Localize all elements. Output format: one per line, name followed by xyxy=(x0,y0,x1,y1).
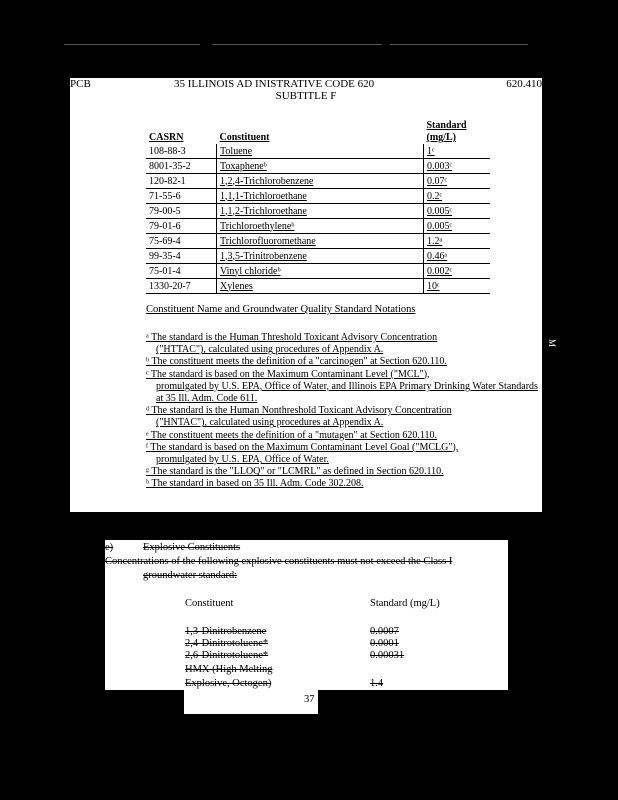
constituent-cell: 1,1,2-Trichloroethane xyxy=(217,204,424,219)
constituent-cell: 1,3,5-Trinitrobenzene xyxy=(217,249,424,264)
notes-list xyxy=(146,332,538,491)
standard-cell: 0.07ᶜ xyxy=(424,174,491,189)
standard-cell: 0.003ᶜ xyxy=(424,159,491,174)
explosive-constituent: 2,4-Dinitrotoluene* xyxy=(185,638,269,649)
casrn-cell: 99-35-4 xyxy=(146,249,217,264)
explosive-constituent: 1,3-Dinitrobenzene xyxy=(185,626,267,637)
note-text: The standard is the Human Threshold Toxicant Advisory Concentration xyxy=(151,332,438,343)
explosive-constituent: HMX (High Melting xyxy=(185,664,273,675)
table-row xyxy=(146,234,490,249)
col-header-casrn: CASRN xyxy=(149,132,184,143)
header-center: 35 ILLINOIS AD INISTRATIVE CODE 620 xyxy=(174,78,375,90)
casrn-cell: 120-82-1 xyxy=(146,174,217,189)
table-row xyxy=(146,174,490,189)
constituent-cell: Toluene xyxy=(217,144,424,159)
standard-cell: 0.46ᵃ xyxy=(424,249,491,264)
explosive-standard: 0.00031 xyxy=(370,650,405,661)
standards-table xyxy=(146,118,490,294)
note-item xyxy=(146,466,538,478)
note-mark: ᵉ xyxy=(146,429,149,441)
col-constituent: Constituent xyxy=(185,598,234,609)
page-number: 37 xyxy=(304,694,315,705)
table-row xyxy=(146,159,490,174)
table-row xyxy=(146,189,490,204)
note-mark: ᵃ xyxy=(146,332,149,343)
constituent-cell: Trichlorofluoromethane xyxy=(217,234,424,249)
note-text: The standard is the Human Nonthreshold Toxicant Advisory Concentration xyxy=(151,405,452,417)
section-intro: Concentrations of the following explosive constituents must not exceed the Class I xyxy=(105,556,453,567)
standard-cell: 0.005ᶜ xyxy=(424,204,491,219)
note-text: The standard is based on the Maximum Contaminant Level ("MCL"), xyxy=(150,368,430,380)
note-item xyxy=(146,430,538,442)
table-row xyxy=(146,279,490,294)
casrn-cell: 75-69-4 xyxy=(146,234,217,249)
col-standard: Standard (mg/L) xyxy=(370,598,440,609)
note-text-continued: promulgated by U.S. EPA, Office of Water. xyxy=(156,454,329,466)
top-rule-1 xyxy=(64,44,200,45)
page-footer xyxy=(184,690,318,714)
explosive-standard: 0.0007 xyxy=(370,626,399,637)
standard-cell: 10ᶜ xyxy=(424,279,491,294)
note-mark: ᵇ xyxy=(146,356,150,368)
explosive-constituent: Explosive, Octogen) xyxy=(185,678,272,689)
col-header-constituent: Constituent xyxy=(219,132,270,143)
note-item xyxy=(146,369,538,406)
side-mark: M xyxy=(547,338,558,348)
table-row xyxy=(146,249,490,264)
col-header-standard: Standard (mg/L) xyxy=(426,120,467,143)
explosive-standard: 0.0001 xyxy=(370,638,399,649)
table-row xyxy=(146,264,490,279)
explosive-constituent: 2,6-Dinitrotoluene* xyxy=(185,650,269,661)
section-title: Explosive Constituents xyxy=(143,542,241,553)
casrn-cell: 8001-35-2 xyxy=(146,159,217,174)
standard-cell: 0.2ᶜ xyxy=(424,189,491,204)
standard-cell: 1ᶜ xyxy=(424,144,491,159)
note-text-continued: ("HNTAC"), calculated using procedures at Appendix A. xyxy=(156,417,384,429)
constituent-cell: Vinyl chlorideᵇ xyxy=(217,264,424,279)
note-text: The standard is the "LLOQ" or "LCMRL" as defined in Section 620.110. xyxy=(151,466,444,478)
header-right: 620.410 xyxy=(506,78,542,90)
standard-cell: 1.2ᵃ xyxy=(424,234,491,249)
subtitle: SUBTITLE F xyxy=(275,90,337,102)
notes-title: Constituent Name and Groundwater Quality Standard Notations xyxy=(146,304,416,315)
note-mark: ᵍ xyxy=(146,466,150,478)
note-text: The standard in based on 35 Ill. Adm. Code 302.208. xyxy=(151,478,364,490)
casrn-cell: 79-01-6 xyxy=(146,219,217,234)
table-row xyxy=(146,144,490,159)
constituent-cell: 1,1,1-Trichloroethane xyxy=(217,189,424,204)
casrn-cell: 79-00-5 xyxy=(146,204,217,219)
note-item xyxy=(146,478,538,490)
note-item xyxy=(146,356,538,368)
note-text: The constituent meets the definition of a "carcinogen" at Section 620.110. xyxy=(151,356,447,368)
casrn-cell: 75-01-4 xyxy=(146,264,217,279)
note-item xyxy=(146,332,538,356)
note-item xyxy=(146,442,538,466)
section-label: e) xyxy=(105,542,114,553)
explosive-section xyxy=(105,540,508,690)
document-page xyxy=(70,78,542,512)
casrn-cell: 1330-20-7 xyxy=(146,279,217,294)
constituent-cell: 1,2,4-Trichlorobenzene xyxy=(217,174,424,189)
table-row xyxy=(146,219,490,234)
casrn-cell: 108-88-3 xyxy=(146,144,217,159)
top-rule-2 xyxy=(212,44,382,45)
constituent-cell: Xylenes xyxy=(217,279,424,294)
top-rule-3 xyxy=(390,44,528,45)
note-text: The standard is based on the Maximum Contaminant Level Goal ("MCLG"), xyxy=(150,441,459,453)
explosive-standard: 1.4 xyxy=(370,678,384,689)
standard-cell: 0.005ᶜ xyxy=(424,219,491,234)
note-text-continued: ("HTTAC"), calculated using procedures of Appendix A. xyxy=(156,344,384,356)
section-intro-2: groundwater standard: xyxy=(143,570,238,581)
table-row xyxy=(146,204,490,219)
note-mark: ᵈ xyxy=(146,405,150,417)
note-mark: ᶜ xyxy=(146,368,149,380)
constituent-cell: Trichloroethyleneᵇ xyxy=(217,219,424,234)
note-text: The constituent meets the definition of a "mutagen" at Section 620.110. xyxy=(150,429,437,441)
constituent-cell: Toxapheneᵇ xyxy=(217,159,424,174)
standard-cell: 0.002ᶜ xyxy=(424,264,491,279)
note-mark: ᶠ xyxy=(146,441,149,453)
note-mark: ʰ xyxy=(146,478,150,490)
casrn-cell: 71-55-6 xyxy=(146,189,217,204)
note-text-continued: promulgated by U.S. EPA, Office of Water, and Illinois EPA Primary Drinking Water Standards at 35 Ill. Adm. Code 611. xyxy=(156,380,538,405)
note-item xyxy=(146,405,538,429)
header-left: PCB xyxy=(70,78,91,90)
